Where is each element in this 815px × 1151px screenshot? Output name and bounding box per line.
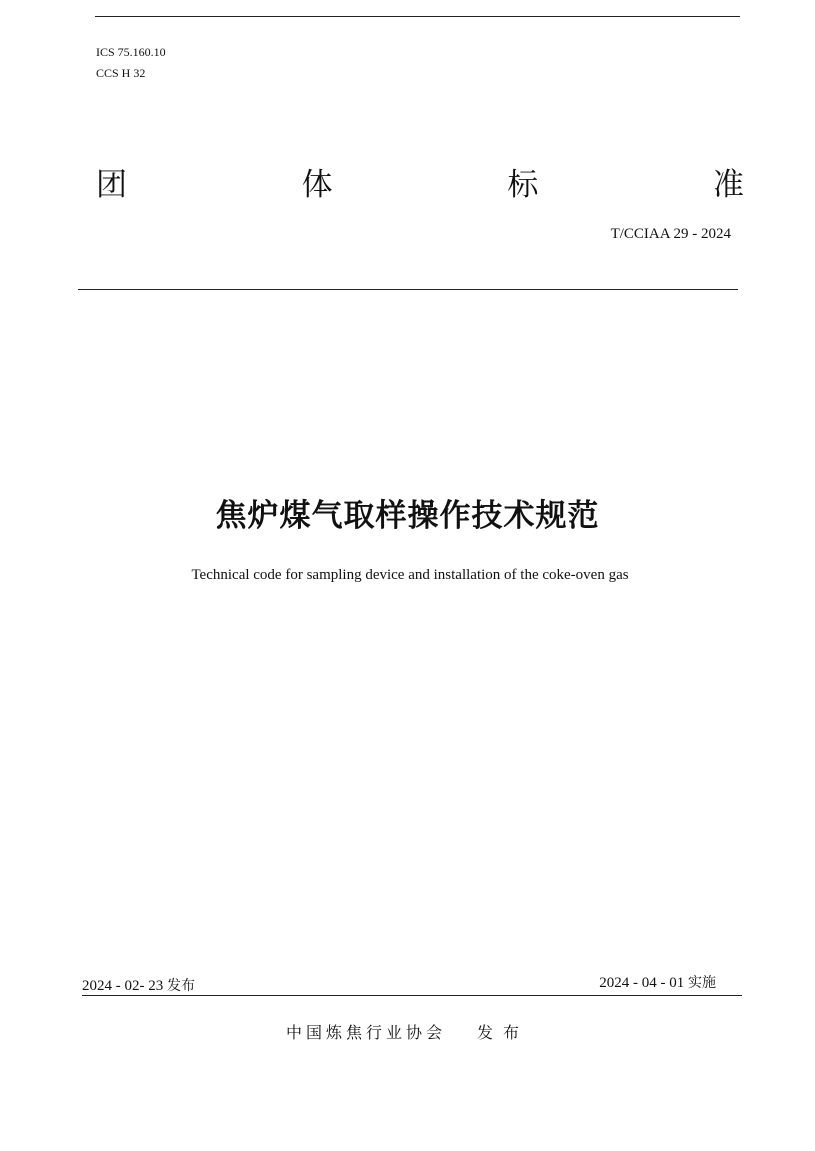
publisher-organization: 中国炼焦行业协会: [285, 1023, 446, 1042]
standard-type-char: 体: [301, 167, 333, 203]
standard-number: T/CCIAA 29 - 2024: [610, 226, 731, 242]
implementation-date-line: [540, 972, 716, 994]
standard-type-char: 团: [96, 167, 127, 203]
ccs-code: CCS H 32: [96, 66, 146, 80]
ics-code: ICS 75.160.10: [96, 45, 166, 59]
footer-divider: [82, 995, 742, 996]
document-title-english: Technical code for sampling device and installation of the coke-oven gas: [191, 567, 629, 583]
issue-label: 发布: [167, 978, 195, 994]
issue-date: 2024 - 02- 23: [82, 978, 164, 994]
standard-type-char: 准: [712, 167, 744, 203]
header-divider: [78, 289, 738, 290]
publisher-line: [150, 1020, 665, 1046]
implementation-date: 2024 - 04 - 01: [599, 975, 685, 991]
classification-block: [96, 42, 166, 84]
standard-type-heading: [96, 160, 744, 210]
issue-date-line: [82, 975, 195, 997]
implementation-label: 实施: [688, 975, 716, 991]
publisher-action: 发布: [477, 1023, 530, 1042]
document-title-chinese: 焦炉煤气取样操作技术规范: [215, 498, 600, 534]
standard-type-char: 标: [507, 167, 539, 203]
top-rule: [95, 16, 740, 17]
